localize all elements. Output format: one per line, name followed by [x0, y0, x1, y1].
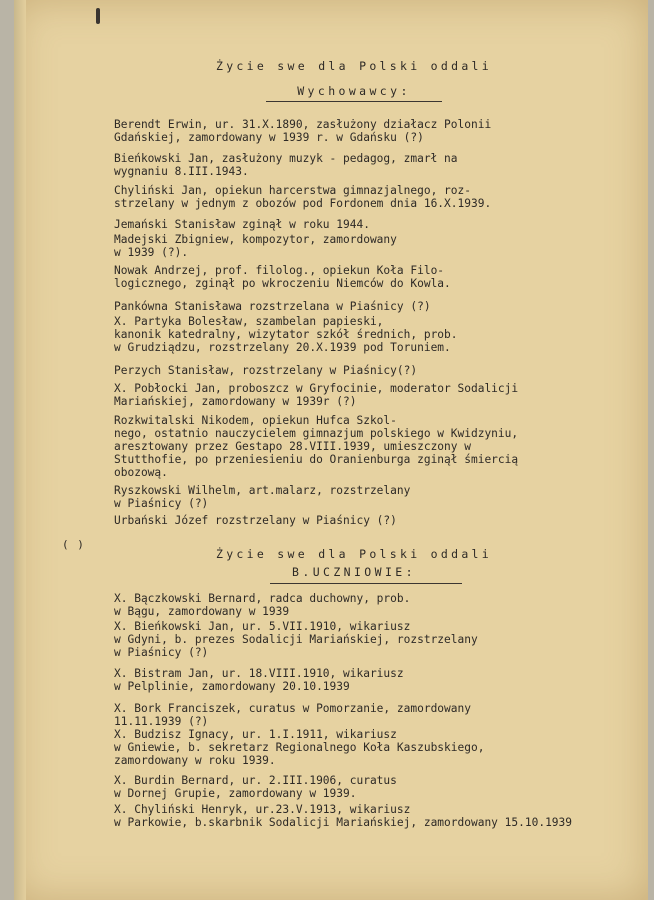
entry-line: w Gniewie, b. sekretarz Regionalnego Koła Kaszubskiego, — [114, 741, 485, 754]
entry-line: nego, ostatnio nauczycielem gimnazjum polskiego w Kwidzyniu, — [114, 427, 519, 440]
list-entry — [114, 592, 634, 618]
entry-line: w Pelplinie, zamordowany 20.10.1939 — [114, 680, 350, 693]
entry-line: w Gdyni, b. prezes Sodalicji Mariańskiej, rozstrzelany — [114, 633, 478, 646]
subheading-teachers: Wychowawcy: — [297, 84, 411, 98]
entry-line: X. Bistram Jan, ur. 18.VIII.1910, wikariusz — [114, 667, 404, 680]
entry-line: aresztowany przez Gestapo 28.VIII.1939, umieszczony w — [114, 440, 471, 453]
list-entry — [114, 803, 634, 829]
document-page — [14, 0, 648, 900]
entry-line: X. Burdin Bernard, ur. 2.III.1906, curatus — [114, 774, 397, 787]
list-entry — [114, 667, 634, 693]
subheading-underline-students — [270, 583, 462, 584]
list-entry — [114, 414, 634, 479]
entry-line: Nowak Andrzej, prof. filolog., opiekun Koła Filo- — [114, 264, 445, 277]
entry-line: w Bągu, zamordowany w 1939 — [114, 605, 290, 618]
entry-line: w Grudziądzu, rozstrzelany 20.X.1939 pod Toruniem. — [114, 341, 451, 354]
typewritten-text — [14, 0, 648, 900]
entry-line: X. Pobłocki Jan, proboszcz w Gryfocinie, moderator Sodalicji — [114, 382, 519, 395]
list-entry — [114, 315, 634, 354]
entry-line: Chyliński Jan, opiekun harcerstwa gimnazjalnego, roz- — [114, 184, 471, 197]
entry-line: logicznego, zginął po wkroczeniu Niemców do Kowla. — [114, 277, 451, 290]
entry-line: w Piaśnicy (?) — [114, 646, 209, 659]
list-entry — [114, 184, 634, 210]
list-entry — [114, 264, 634, 290]
entry-line: wygnaniu 8.III.1943. — [114, 165, 249, 178]
entry-line: Ryszkowski Wilhelm, art.malarz, rozstrzelany — [114, 484, 411, 497]
entry-line: w Parkowie, b.skarbnik Sodalicji Mariańskiej, zamordowany 15.10.1939 — [114, 816, 573, 829]
list-entry — [114, 514, 634, 527]
entry-line: X. Budzisz Ignacy, ur. 1.I.1911, wikariusz — [114, 728, 397, 741]
list-entry — [114, 620, 634, 659]
entry-line: X. Chyliński Henryk, ur.23.V.1913, wikariusz — [114, 803, 411, 816]
list-entry — [114, 364, 634, 377]
entry-line: w Dornej Grupie, zamordowany w 1939. — [114, 787, 357, 800]
entry-line: Mariańskiej, zamordowany w 1939r (?) — [114, 395, 357, 408]
entry-line: X. Partyka Bolesław, szambelan papieski, — [114, 315, 384, 328]
entry-line: w Piaśnicy (?) — [114, 497, 209, 510]
list-entry — [114, 152, 634, 178]
list-entry — [114, 702, 634, 728]
entry-line: zamordowany w roku 1939. — [114, 754, 276, 767]
entry-line: Pankówna Stanisława rozstrzelana w Piaśnicy (?) — [114, 300, 431, 313]
subheading-students: B.UCZNIOWIE: — [292, 565, 416, 579]
list-entry — [114, 382, 634, 408]
entry-line: Perzych Stanisław, rozstrzelany w Piaśnicy(?) — [114, 364, 418, 377]
margin-mark: ( ) — [62, 538, 85, 551]
entry-line: Bieńkowski Jan, zasłużony muzyk - pedagog, zmarł na — [114, 152, 458, 165]
list-entry — [114, 728, 634, 767]
entry-line: X. Bork Franciszek, curatus w Pomorzanie, zamordowany — [114, 702, 471, 715]
entry-line: kanonik katedralny, wizytator szkół średnich, prob. — [114, 328, 458, 341]
list-entry — [114, 300, 634, 313]
entry-line: obozową. — [114, 466, 168, 479]
list-entry — [114, 233, 634, 259]
entry-line: strzelany w jednym z obozów pod Fordonem dnia 16.X.1939. — [114, 197, 492, 210]
entry-line: X. Bączkowski Bernard, radca duchowny, prob. — [114, 592, 411, 605]
entry-line: Urbański Józef rozstrzelany w Piaśnicy (?) — [114, 514, 397, 527]
entry-line: w 1939 (?). — [114, 246, 189, 259]
heading-students-title: Życie swe dla Polski oddali — [215, 547, 493, 561]
entry-line: Rozkwitalski Nikodem, opiekun Hufca Szkol- — [114, 414, 397, 427]
heading-teachers-title: Życie swe dla Polski oddali — [215, 59, 493, 73]
list-entry — [114, 774, 634, 800]
entry-line: X. Bieńkowski Jan, ur. 5.VII.1910, wikariusz — [114, 620, 411, 633]
list-entry — [114, 218, 634, 231]
entry-line: Madejski Zbigniew, kompozytor, zamordowany — [114, 233, 397, 246]
entry-line: 11.11.1939 (?) — [114, 715, 209, 728]
list-entry — [114, 118, 634, 144]
entry-line: Jemański Stanisław zginął w roku 1944. — [114, 218, 370, 231]
subheading-underline — [266, 101, 442, 102]
entry-line: Stutthofie, po przeniesieniu do Oranienburga zginął śmiercią — [114, 453, 519, 466]
list-entry — [114, 484, 634, 510]
entry-line: Gdańskiej, zamordowany w 1939 r. w Gdańsku (?) — [114, 131, 424, 144]
entry-line: Berendt Erwin, ur. 31.X.1890, zasłużony działacz Polonii — [114, 118, 492, 131]
